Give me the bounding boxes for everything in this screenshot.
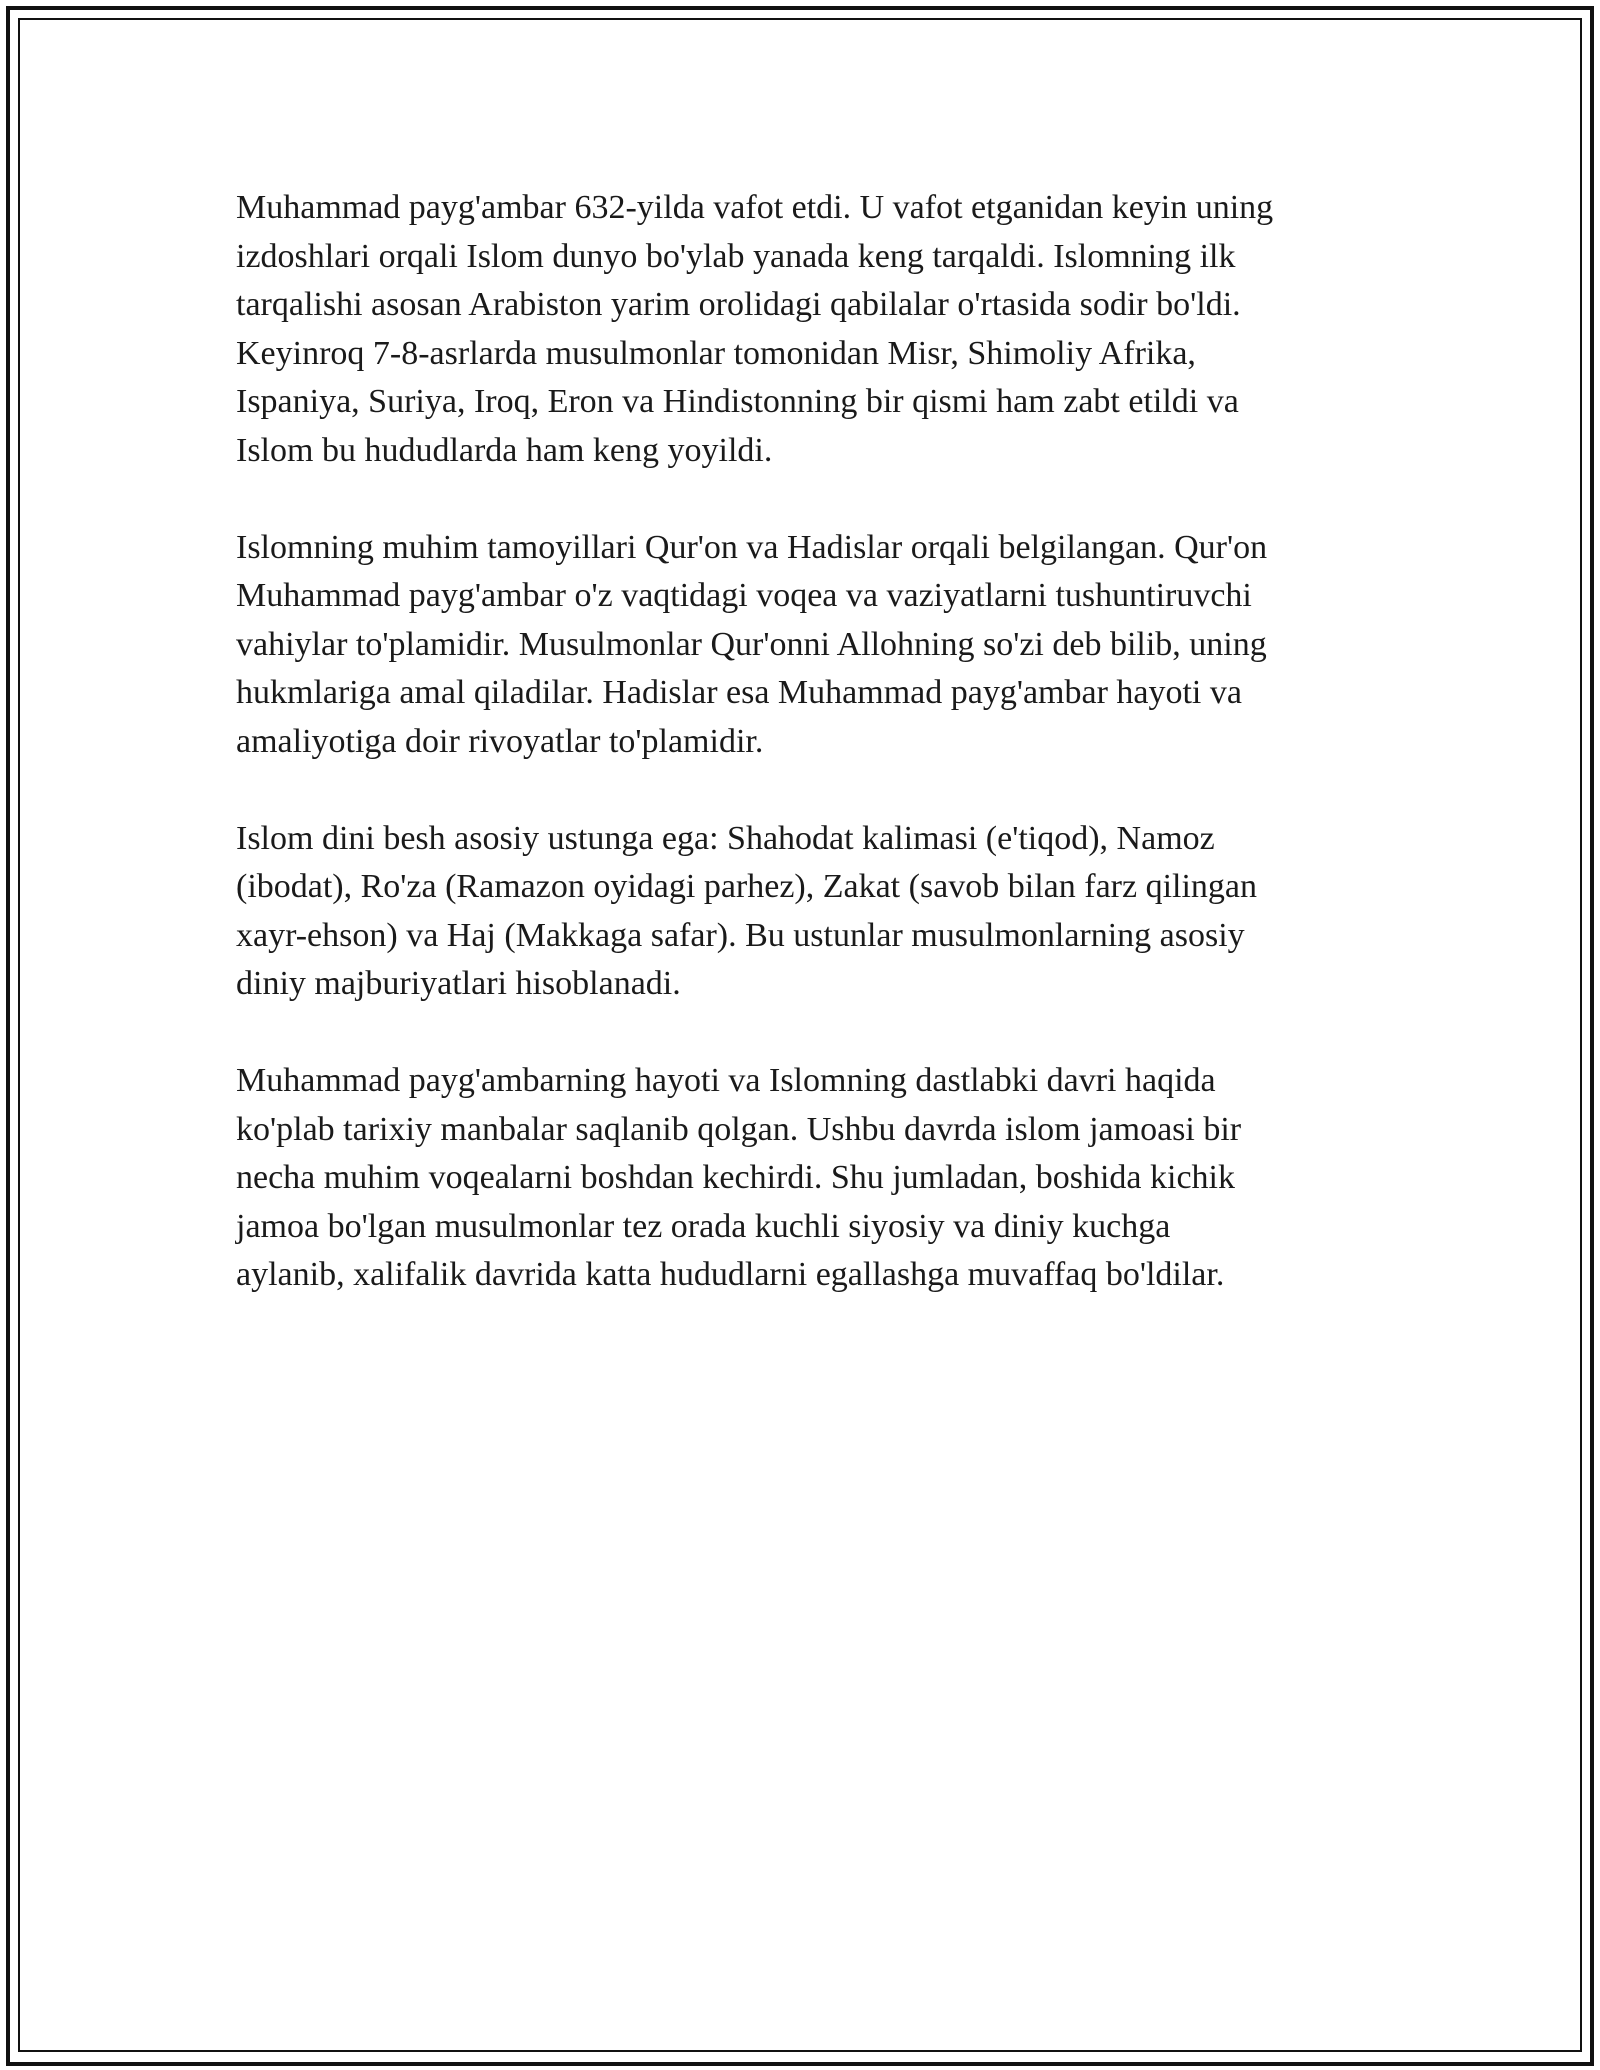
- text-line: Muhammad payg'ambarning hayoti va Islomning dastlabki davri haqida: [236, 1062, 1216, 1099]
- text-line: Islom bu hududlarda ham keng yoyildi.: [236, 431, 773, 469]
- text-line: jamoa bo'lgan musulmonlar tez orada kuchli siyosiy va diniy kuchga: [236, 1207, 1171, 1245]
- text-line: Islomning muhim tamoyillari Qur'on va Hadislar orqali belgilangan. Qur'on: [236, 528, 1268, 566]
- text-line: necha muhim voqealarni boshdan kechirdi. Shu jumladan, boshida kichik: [236, 1159, 1235, 1196]
- text-line: tarqalishi asosan Arabiston yarim orolidagi qabilalar o'rtasida sodir bo'ldi.: [236, 286, 1241, 323]
- paragraph-2: [236, 524, 1376, 767]
- document-body: [236, 184, 1376, 1348]
- text-line: izdoshlari orqali Islom dunyo bo'ylab yanada keng tarqaldi. Islomning ilk: [236, 237, 1236, 275]
- text-line: Islom dini besh asosiy ustunga ega: Shahodat kalimasi (e'tiqod), Namoz: [236, 819, 1215, 857]
- text-line: ko'plab tarixiy manbalar saqlanib qolgan. Ushbu davrda islom jamoasi bir: [236, 1110, 1242, 1148]
- text-line: Ispaniya, Suriya, Iroq, Eron va Hindistonning bir qismi ham zabt etildi va: [236, 383, 1239, 420]
- text-line: aylanib, xalifalik davrida katta hududlarni egallashga muvaffaq bo'ldilar.: [236, 1256, 1225, 1293]
- text-line: diniy majburiyatlari hisoblanadi.: [236, 965, 681, 1002]
- paragraph-3: [236, 815, 1376, 1009]
- text-line: xayr-ehson) va Haj (Makkaga safar). Bu ustunlar musulmonlarning asosiy: [236, 916, 1245, 954]
- text-line: Keyinroq 7-8-asrlarda musulmonlar tomonidan Misr, Shimoliy Afrika,: [236, 334, 1196, 372]
- text-line: Muhammad payg'ambar o'z vaqtidagi voqea va vaziyatlarni tushuntiruvchi: [236, 577, 1252, 614]
- text-line: (ibodat), Ro'za (Ramazon oyidagi parhez), Zakat (savob bilan farz qilingan: [236, 868, 1258, 905]
- text-line: Muhammad payg'ambar 632-yilda vafot etdi. U vafot etganidan keyin uning: [236, 189, 1274, 226]
- text-line: vahiylar to'plamidir. Musulmonlar Qur'onni Allohning so'zi deb bilib, uning: [236, 625, 1267, 663]
- paragraph-1: [236, 184, 1376, 475]
- paragraph-4: [236, 1057, 1376, 1300]
- text-line: amaliyotiga doir rivoyatlar to'plamidir.: [236, 722, 764, 760]
- text-line: hukmlariga amal qiladilar. Hadislar esa Muhammad payg'ambar hayoti va: [236, 674, 1242, 711]
